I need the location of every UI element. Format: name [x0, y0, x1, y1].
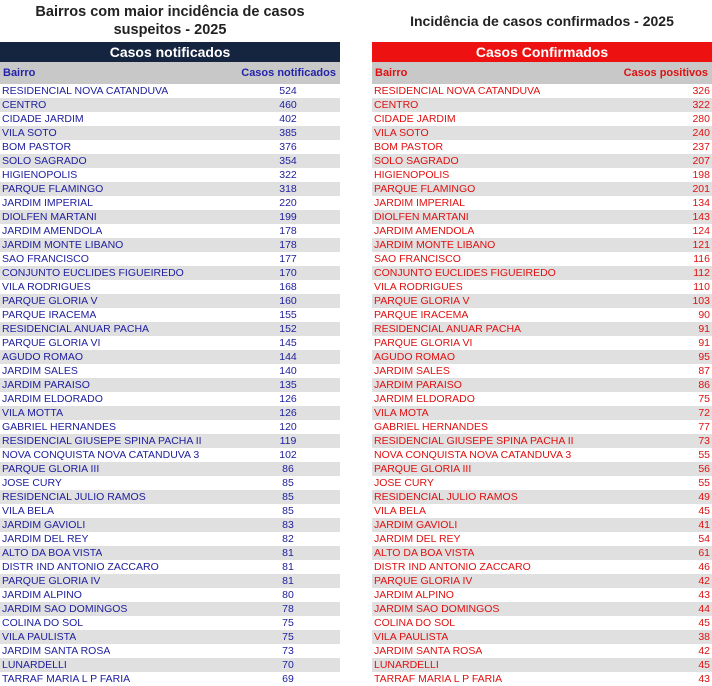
table-row — [0, 364, 340, 378]
table-row — [372, 126, 712, 140]
table-row — [0, 672, 340, 686]
case-count: 145 — [279, 337, 297, 349]
case-count: 75 — [282, 617, 294, 629]
table-row — [372, 588, 712, 602]
bairro-name: DISTR IND ANTONIO ZACCARO — [2, 561, 159, 573]
bairro-name: RESIDENCIAL JULIO RAMOS — [374, 491, 518, 503]
table-row — [0, 196, 340, 210]
case-count: 45 — [698, 617, 710, 629]
table-row — [0, 630, 340, 644]
bairro-name: CENTRO — [374, 99, 419, 111]
bairro-name: JARDIM SAO DOMINGOS — [374, 603, 500, 615]
table-row — [0, 616, 340, 630]
bairro-name: PARQUE IRACEMA — [2, 309, 97, 321]
case-count: 85 — [282, 505, 294, 517]
table-row — [0, 154, 340, 168]
table-row — [372, 504, 712, 518]
column-header-bairro: Bairro — [3, 67, 36, 79]
table-row — [372, 518, 712, 532]
bairro-name: VILA RODRIGUES — [374, 281, 463, 293]
case-count: 73 — [698, 435, 710, 447]
bairro-name: RESIDENCIAL GIUSEPE SPINA PACHA II — [2, 435, 202, 447]
case-count: 385 — [279, 127, 297, 139]
table-row — [0, 126, 340, 140]
bairro-name: JARDIM ELDORADO — [2, 393, 103, 405]
table-row — [372, 672, 712, 686]
bairro-name: JARDIM IMPERIAL — [374, 197, 466, 209]
bairro-name: SOLO SAGRADO — [2, 155, 87, 167]
table-row — [0, 350, 340, 364]
table-row — [372, 350, 712, 364]
table-row — [372, 266, 712, 280]
case-count: 86 — [698, 379, 710, 391]
bairro-name: VILA BELA — [2, 505, 54, 517]
bairro-name: PARQUE GLORIA V — [2, 295, 98, 307]
case-count: 70 — [282, 659, 294, 671]
case-count: 199 — [279, 211, 297, 223]
table-row — [0, 294, 340, 308]
case-count: 61 — [698, 547, 710, 559]
table-row — [0, 168, 340, 182]
table-row — [0, 602, 340, 616]
bairro-name: PARQUE GLORIA III — [374, 463, 472, 475]
bairro-name: TARRAF MARIA L P FARIA — [374, 673, 503, 685]
bairro-name: JARDIM AMENDOLA — [2, 225, 103, 237]
case-count: 81 — [282, 547, 294, 559]
case-count: 160 — [279, 295, 297, 307]
bairro-name: PARQUE GLORIA V — [374, 295, 470, 307]
bairro-name: SAO FRANCISCO — [374, 253, 461, 265]
case-count: 45 — [698, 505, 710, 517]
table-row — [372, 462, 712, 476]
bairro-name: JARDIM ALPINO — [2, 589, 82, 601]
table-row — [0, 210, 340, 224]
table-row — [0, 224, 340, 238]
case-count: 81 — [282, 561, 294, 573]
bairro-name: GABRIEL HERNANDES — [2, 421, 116, 433]
bairro-name: VILA RODRIGUES — [2, 281, 91, 293]
bairro-name: CENTRO — [2, 99, 47, 111]
case-count: 120 — [279, 421, 297, 433]
table-row — [0, 518, 340, 532]
table-row — [372, 476, 712, 490]
case-count: 82 — [282, 533, 294, 545]
bairro-name: VILA SOTO — [2, 127, 57, 139]
case-count: 280 — [692, 113, 710, 125]
table-row — [372, 112, 712, 126]
case-count: 126 — [279, 393, 297, 405]
bairro-name: NOVA CONQUISTA NOVA CATANDUVA 3 — [374, 449, 572, 461]
confirmed-cases-panel — [372, 0, 712, 686]
bairro-name: JARDIM MONTE LIBANO — [374, 239, 496, 251]
bairro-name: PARQUE GLORIA III — [2, 463, 100, 475]
case-count: 42 — [698, 575, 710, 587]
bairro-name: JARDIM IMPERIAL — [2, 197, 94, 209]
table-row — [372, 322, 712, 336]
case-count: 524 — [279, 85, 297, 97]
case-count: 110 — [693, 281, 710, 293]
table-row — [0, 490, 340, 504]
table-row — [0, 322, 340, 336]
case-count: 207 — [692, 155, 710, 167]
bairro-name: VILA MOTTA — [2, 407, 64, 419]
case-count: 322 — [279, 169, 297, 181]
case-count: 43 — [698, 673, 710, 685]
case-count: 318 — [279, 183, 297, 195]
table-row — [0, 560, 340, 574]
bairro-name: JARDIM PARAISO — [374, 379, 462, 391]
case-count: 220 — [279, 197, 297, 209]
table-row — [372, 210, 712, 224]
notified-cases-banner: Casos notificados — [0, 42, 340, 62]
bairro-name: JARDIM SANTA ROSA — [2, 645, 111, 657]
table-row — [0, 546, 340, 560]
case-count: 78 — [282, 603, 294, 615]
bairro-name: PARQUE GLORIA VI — [2, 337, 101, 349]
table-row — [0, 238, 340, 252]
case-count: 102 — [279, 449, 297, 461]
case-count: 44 — [698, 603, 710, 615]
bairro-name: LUNARDELLI — [2, 659, 67, 671]
case-count: 91 — [698, 323, 710, 335]
case-count: 354 — [279, 155, 297, 167]
case-count: 55 — [698, 449, 710, 461]
table-row — [0, 588, 340, 602]
case-count: 152 — [279, 323, 297, 335]
table-row — [0, 252, 340, 266]
bairro-name: JARDIM SAO DOMINGOS — [2, 603, 128, 615]
bairro-name: SAO FRANCISCO — [2, 253, 89, 265]
bairro-name: DIOLFEN MARTANI — [2, 211, 97, 223]
case-count: 121 — [692, 239, 710, 251]
case-count: 326 — [692, 85, 710, 97]
bairro-name: HIGIENOPOLIS — [374, 169, 450, 181]
table-row — [372, 308, 712, 322]
case-count: 402 — [279, 113, 297, 125]
table-row — [0, 406, 340, 420]
table-row — [372, 238, 712, 252]
bairro-name: COLINA DO SOL — [2, 617, 84, 629]
table-row — [372, 616, 712, 630]
table-row — [0, 644, 340, 658]
case-count: 55 — [698, 477, 710, 489]
table-row — [372, 84, 712, 98]
bairro-name: PARQUE FLAMINGO — [374, 183, 476, 195]
case-count: 90 — [698, 309, 710, 321]
bairro-name: DISTR IND ANTONIO ZACCARO — [374, 561, 531, 573]
bairro-name: RESIDENCIAL ANUAR PACHA — [2, 323, 150, 335]
column-header-positive: Casos positivos — [623, 67, 708, 79]
bairro-name: TARRAF MARIA L P FARIA — [2, 673, 131, 685]
bairro-name: JARDIM SANTA ROSA — [374, 645, 483, 657]
table-row — [372, 392, 712, 406]
bairro-name: VILA PAULISTA — [374, 631, 449, 643]
case-count: 126 — [279, 407, 297, 419]
bairro-name: ALTO DA BOA VISTA — [374, 547, 475, 559]
table-row — [0, 308, 340, 322]
table-row — [372, 196, 712, 210]
case-count: 116 — [693, 253, 710, 265]
table-row — [0, 504, 340, 518]
case-count: 80 — [282, 589, 294, 601]
table-row — [0, 476, 340, 490]
table-row — [0, 266, 340, 280]
bairro-name: COLINA DO SOL — [374, 617, 456, 629]
bairro-name: JARDIM MONTE LIBANO — [2, 239, 124, 251]
bairro-name: HIGIENOPOLIS — [2, 169, 78, 181]
bairro-name: CIDADE JARDIM — [374, 113, 456, 125]
bairro-name: JARDIM DEL REY — [374, 533, 461, 545]
table-row — [372, 294, 712, 308]
case-count: 56 — [698, 463, 710, 475]
table-row — [0, 140, 340, 154]
bairro-name: PARQUE FLAMINGO — [2, 183, 104, 195]
column-header-bairro: Bairro — [375, 67, 408, 79]
case-count: 73 — [282, 645, 294, 657]
case-count: 198 — [692, 169, 710, 181]
table-row — [0, 448, 340, 462]
case-count: 112 — [693, 267, 710, 279]
case-count: 81 — [282, 575, 294, 587]
table-row — [0, 182, 340, 196]
bairro-name: RESIDENCIAL ANUAR PACHA — [374, 323, 522, 335]
notified-table-header — [0, 62, 340, 84]
case-count: 237 — [692, 141, 710, 153]
bairro-name: JARDIM SALES — [374, 365, 450, 377]
case-count: 178 — [279, 239, 297, 251]
bairro-name: RESIDENCIAL JULIO RAMOS — [2, 491, 146, 503]
case-count: 72 — [698, 407, 710, 419]
table-row — [372, 644, 712, 658]
bairro-name: VILA SOTO — [374, 127, 429, 139]
case-count: 38 — [698, 631, 710, 643]
case-count: 119 — [279, 435, 297, 447]
suspected-title-line2: suspeitos - 2025 — [113, 22, 227, 38]
case-count: 178 — [279, 225, 297, 237]
bairro-name: AGUDO ROMAO — [374, 351, 456, 363]
table-row — [372, 602, 712, 616]
case-count: 45 — [698, 659, 710, 671]
table-row — [372, 630, 712, 644]
case-count: 83 — [282, 519, 294, 531]
bairro-name: JARDIM ALPINO — [374, 589, 454, 601]
bairro-name: VILA MOTA — [374, 407, 429, 419]
table-row — [0, 378, 340, 392]
case-count: 85 — [282, 491, 294, 503]
case-count: 322 — [692, 99, 710, 111]
bairro-name: BOM PASTOR — [374, 141, 444, 153]
table-row — [0, 84, 340, 98]
notified-table-body — [0, 84, 340, 686]
table-row — [372, 490, 712, 504]
table-row — [372, 448, 712, 462]
case-count: 144 — [279, 351, 297, 363]
bairro-name: PARQUE GLORIA VI — [374, 337, 473, 349]
case-count: 168 — [279, 281, 297, 293]
bairro-name: CIDADE JARDIM — [2, 113, 84, 125]
suspected-cases-title — [0, 0, 340, 42]
table-row — [0, 112, 340, 126]
case-count: 75 — [282, 631, 294, 643]
case-count: 46 — [698, 561, 710, 573]
case-count: 460 — [279, 99, 297, 111]
bairro-name: SOLO SAGRADO — [374, 155, 459, 167]
confirmed-cases-title: Incidência de casos confirmados - 2025 — [410, 13, 674, 29]
bairro-name: JARDIM AMENDOLA — [374, 225, 475, 237]
table-row — [0, 392, 340, 406]
table-row — [372, 224, 712, 238]
bairro-name: JOSE CURY — [2, 477, 62, 489]
bairro-name: GABRIEL HERNANDES — [374, 421, 488, 433]
bairro-name: PARQUE IRACEMA — [374, 309, 469, 321]
case-count: 85 — [282, 477, 294, 489]
table-row — [372, 658, 712, 672]
table-row — [0, 574, 340, 588]
table-row — [372, 406, 712, 420]
table-row — [0, 462, 340, 476]
case-count: 140 — [279, 365, 297, 377]
confirmed-cases-banner: Casos Confirmados — [372, 42, 712, 62]
bairro-name: DIOLFEN MARTANI — [374, 211, 469, 223]
table-row — [0, 420, 340, 434]
case-count: 201 — [692, 183, 710, 195]
column-header-notified: Casos notificados — [241, 67, 336, 79]
case-count: 376 — [279, 141, 297, 153]
table-row — [372, 98, 712, 112]
case-count: 177 — [279, 253, 297, 265]
case-count: 134 — [692, 197, 710, 209]
case-count: 77 — [698, 421, 710, 433]
case-count: 103 — [692, 295, 710, 307]
case-count: 86 — [282, 463, 294, 475]
bairro-name: VILA BELA — [374, 505, 426, 517]
case-count: 95 — [698, 351, 710, 363]
table-row — [0, 98, 340, 112]
table-row — [0, 434, 340, 448]
bairro-name: RESIDENCIAL GIUSEPE SPINA PACHA II — [374, 435, 574, 447]
bairro-name: AGUDO ROMAO — [2, 351, 84, 363]
case-count: 135 — [279, 379, 297, 391]
table-row — [0, 280, 340, 294]
bairro-name: CONJUNTO EUCLIDES FIGUEIREDO — [2, 267, 184, 279]
case-count: 124 — [692, 225, 710, 237]
case-count: 69 — [282, 673, 294, 685]
table-row — [372, 420, 712, 434]
case-count: 91 — [698, 337, 710, 349]
case-count: 170 — [279, 267, 297, 279]
table-row — [372, 574, 712, 588]
table-row — [0, 336, 340, 350]
bairro-name: RESIDENCIAL NOVA CATANDUVA — [374, 85, 541, 97]
case-count: 240 — [692, 127, 710, 139]
case-count: 155 — [279, 309, 297, 321]
table-row — [372, 546, 712, 560]
table-row — [0, 532, 340, 546]
table-row — [372, 364, 712, 378]
table-row — [372, 532, 712, 546]
bairro-name: JARDIM ELDORADO — [374, 393, 475, 405]
case-count: 143 — [692, 211, 710, 223]
bairro-name: JARDIM PARAISO — [2, 379, 90, 391]
case-count: 87 — [698, 365, 710, 377]
bairro-name: JARDIM GAVIOLI — [2, 519, 86, 531]
bairro-name: JARDIM GAVIOLI — [374, 519, 458, 531]
case-count: 54 — [698, 533, 710, 545]
bairro-name: PARQUE GLORIA IV — [2, 575, 101, 587]
table-row — [372, 378, 712, 392]
table-row — [0, 658, 340, 672]
table-row — [372, 336, 712, 350]
bairro-name: ALTO DA BOA VISTA — [2, 547, 103, 559]
case-count: 41 — [698, 519, 710, 531]
table-row — [372, 560, 712, 574]
bairro-name: VILA PAULISTA — [2, 631, 77, 643]
bairro-name: BOM PASTOR — [2, 141, 72, 153]
suspected-cases-panel — [0, 0, 340, 686]
bairro-name: CONJUNTO EUCLIDES FIGUEIREDO — [374, 267, 556, 279]
case-count: 75 — [698, 393, 710, 405]
bairro-name: JOSE CURY — [374, 477, 434, 489]
bairro-name: RESIDENCIAL NOVA CATANDUVA — [2, 85, 169, 97]
table-row — [372, 182, 712, 196]
case-count: 49 — [698, 491, 710, 503]
table-row — [372, 140, 712, 154]
bairro-name: NOVA CONQUISTA NOVA CATANDUVA 3 — [2, 449, 200, 461]
suspected-title-line1: Bairros com maior incidência de casos — [35, 4, 305, 20]
bairro-name: PARQUE GLORIA IV — [374, 575, 473, 587]
case-count: 42 — [698, 645, 710, 657]
table-row — [372, 252, 712, 266]
bairro-name: JARDIM DEL REY — [2, 533, 89, 545]
bairro-name: LUNARDELLI — [374, 659, 439, 671]
table-row — [372, 434, 712, 448]
table-row — [372, 168, 712, 182]
case-count: 43 — [698, 589, 710, 601]
table-row — [372, 154, 712, 168]
table-row — [372, 280, 712, 294]
confirmed-table-body — [372, 84, 712, 686]
bairro-name: JARDIM SALES — [2, 365, 78, 377]
confirmed-table-header — [372, 62, 712, 84]
